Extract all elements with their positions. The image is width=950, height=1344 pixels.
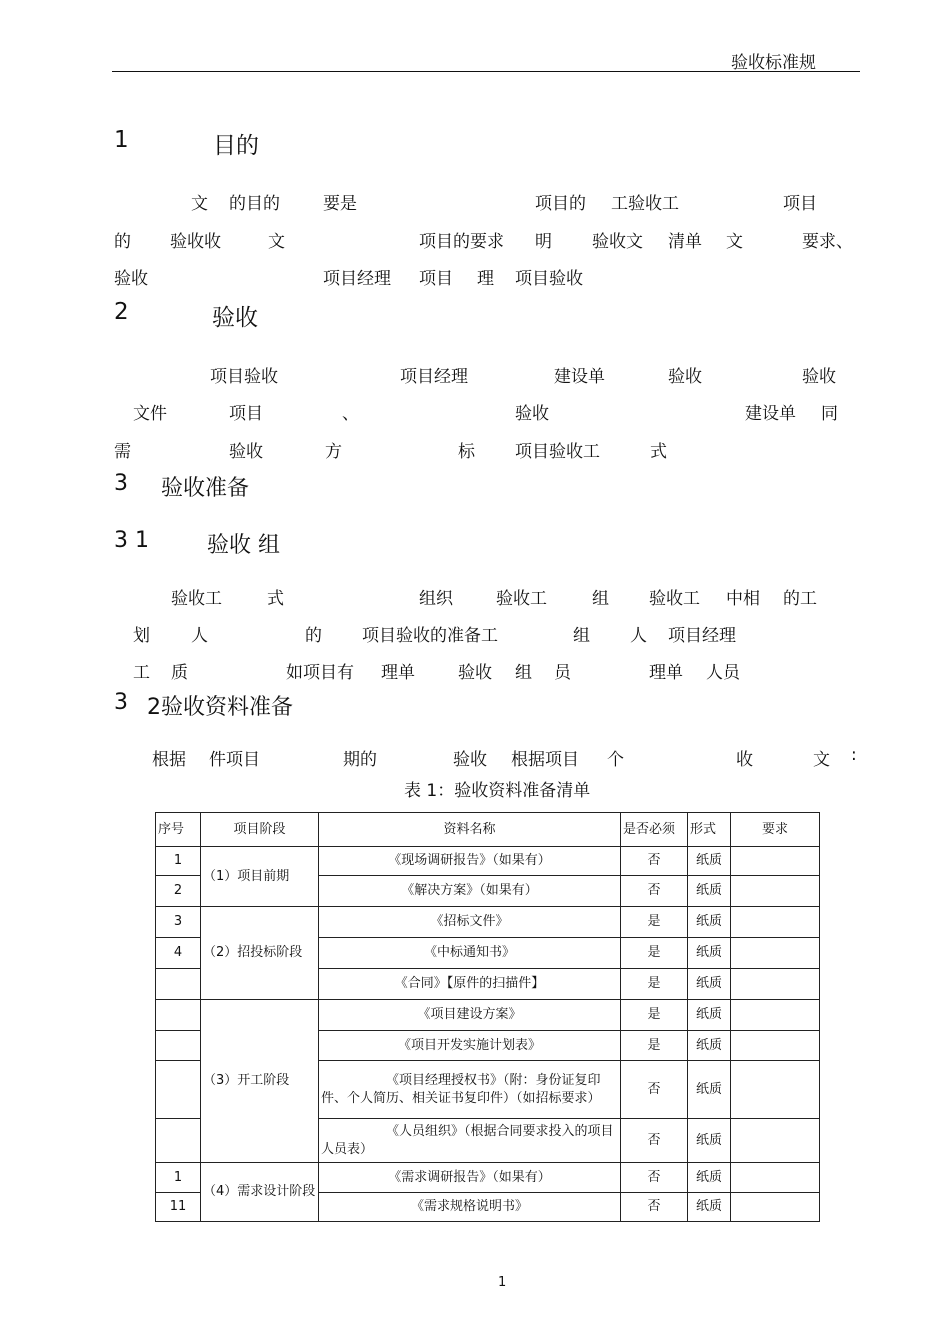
- requirement-cell: [731, 907, 820, 938]
- text-fragment: 标: [458, 442, 475, 462]
- text-fragment: 划: [133, 626, 150, 646]
- text-fragment: 要是: [323, 194, 357, 214]
- text-fragment: 需: [114, 442, 131, 462]
- text-fragment: 、: [342, 404, 359, 424]
- material-name: 《项目建设方案》: [319, 1000, 621, 1031]
- text-fragment: 验收工: [496, 589, 547, 609]
- row-number: [156, 1000, 201, 1031]
- table-row: [156, 907, 820, 938]
- requirement-cell: [731, 1193, 820, 1222]
- material-name: 《项目经理授权书》（附：身份证复印件、个人简历、相关证书复印件）（如招标要求）: [319, 1061, 621, 1119]
- text-fragment: 理: [477, 269, 494, 289]
- section-3-1-number: 3 1: [114, 528, 149, 553]
- text-fragment: 个: [607, 750, 624, 770]
- text-fragment: 验收: [453, 750, 487, 770]
- text-fragment: 验收: [515, 404, 549, 424]
- stage-cell: （3）开工阶段: [201, 1000, 319, 1163]
- header-cell: 形式: [688, 813, 731, 847]
- text-fragment: 组: [592, 589, 609, 609]
- row-number: 3: [156, 907, 201, 938]
- table-caption: 表 1：验收资料准备清单: [404, 781, 591, 801]
- required-flag: 是: [621, 1031, 688, 1061]
- text-fragment: 验收: [458, 663, 492, 683]
- material-name: 《需求规格说明书》: [319, 1193, 621, 1222]
- text-fragment: 同: [821, 404, 838, 424]
- required-flag: 否: [621, 1119, 688, 1163]
- format-cell: 纸质: [688, 876, 731, 907]
- text-fragment: 人: [630, 626, 647, 646]
- requirement-cell: [731, 1000, 820, 1031]
- text-fragment: 组: [573, 626, 590, 646]
- text-fragment: 项目验收: [210, 367, 278, 387]
- required-flag: 是: [621, 969, 688, 1000]
- text-fragment: 收: [736, 750, 753, 770]
- row-number: [156, 1119, 201, 1163]
- text-fragment: 工验收工: [611, 194, 679, 214]
- table-header-row: [156, 813, 820, 847]
- required-flag: 否: [621, 1163, 688, 1193]
- section-3-2-title: 2验收资料准备: [147, 695, 293, 720]
- section-3-1-title: 验收 组: [207, 533, 280, 558]
- header-cell: 资料名称: [319, 813, 621, 847]
- section-3-number: 3: [114, 471, 128, 496]
- required-flag: 是: [621, 907, 688, 938]
- stage-cell: （1）项目前期: [201, 847, 319, 907]
- row-number: [156, 1061, 201, 1119]
- text-fragment: 验收: [668, 367, 702, 387]
- text-fragment: :: [851, 745, 857, 765]
- running-header: 验收标准规: [731, 53, 816, 73]
- header-cell: 要求: [731, 813, 820, 847]
- material-name: 《现场调研报告》（如果有）: [319, 847, 621, 876]
- text-fragment: 根据项目: [511, 750, 579, 770]
- text-fragment: 项目: [229, 404, 263, 424]
- requirement-cell: [731, 1163, 820, 1193]
- material-name: 《人员组织》（根据合同要求投入的项目人员表）: [319, 1119, 621, 1163]
- section-2-number: 2: [114, 299, 129, 325]
- text-fragment: 根据: [152, 750, 186, 770]
- stage-cell: （4）需求设计阶段: [201, 1163, 319, 1222]
- section-3-title: 验收准备: [161, 476, 250, 501]
- material-name: 《合同》【原件的扫描件】: [319, 969, 621, 1000]
- text-fragment: 的: [305, 626, 322, 646]
- requirement-cell: [731, 847, 820, 876]
- text-fragment: 项目经理: [323, 269, 391, 289]
- text-fragment: 建设单: [554, 367, 605, 387]
- text-fragment: 项目验收的准备工: [362, 626, 498, 646]
- table-row: [156, 1000, 820, 1031]
- material-name: 《解决方案》（如果有）: [319, 876, 621, 907]
- text-fragment: 式: [650, 442, 667, 462]
- text-fragment: 的工: [783, 589, 817, 609]
- requirement-cell: [731, 1119, 820, 1163]
- format-cell: 纸质: [688, 1119, 731, 1163]
- requirement-cell: [731, 1061, 820, 1119]
- stage-cell: （2）招投标阶段: [201, 907, 319, 1000]
- text-fragment: 建设单: [745, 404, 796, 424]
- required-flag: 否: [621, 876, 688, 907]
- material-name: 《中标通知书》: [319, 938, 621, 969]
- format-cell: 纸质: [688, 847, 731, 876]
- text-fragment: 方: [325, 442, 342, 462]
- row-number: 1: [156, 1163, 201, 1193]
- requirement-cell: [731, 938, 820, 969]
- row-number: 11: [156, 1193, 201, 1222]
- text-fragment: 质: [171, 663, 188, 683]
- text-fragment: 项目: [783, 194, 817, 214]
- text-fragment: 如项目有: [286, 663, 354, 683]
- text-fragment: 验收文: [592, 232, 643, 252]
- material-name: 《招标文件》: [319, 907, 621, 938]
- text-fragment: 验收收: [170, 232, 221, 252]
- format-cell: 纸质: [688, 1000, 731, 1031]
- required-flag: 是: [621, 1000, 688, 1031]
- text-fragment: 项目经理: [668, 626, 736, 646]
- text-fragment: 文: [191, 194, 208, 214]
- text-fragment: 清单: [668, 232, 702, 252]
- material-name: 《项目开发实施计划表》: [319, 1031, 621, 1061]
- section-1-title: 目的: [213, 133, 259, 159]
- text-fragment: 验收: [114, 269, 148, 289]
- required-flag: 否: [621, 1061, 688, 1119]
- required-flag: 否: [621, 847, 688, 876]
- table-row: [156, 1163, 820, 1193]
- text-fragment: 项目验收工: [515, 442, 600, 462]
- format-cell: 纸质: [688, 969, 731, 1000]
- row-number: 2: [156, 876, 201, 907]
- materials-checklist-table: [155, 812, 820, 1222]
- text-fragment: 人员: [706, 663, 740, 683]
- text-fragment: 文: [268, 232, 285, 252]
- text-fragment: 式: [267, 589, 284, 609]
- requirement-cell: [731, 1031, 820, 1061]
- table-row: [156, 847, 820, 876]
- text-fragment: 人: [191, 626, 208, 646]
- text-fragment: 文: [726, 232, 743, 252]
- text-fragment: 验收工: [171, 589, 222, 609]
- text-fragment: 理单: [649, 663, 683, 683]
- page-number: 1: [498, 1275, 507, 1290]
- row-number: [156, 1031, 201, 1061]
- header-rule: [112, 71, 860, 72]
- text-fragment: 要求、: [802, 232, 853, 252]
- text-fragment: 中相: [726, 589, 760, 609]
- format-cell: 纸质: [688, 1163, 731, 1193]
- format-cell: 纸质: [688, 1061, 731, 1119]
- text-fragment: 项目的要求: [419, 232, 504, 252]
- required-flag: 是: [621, 938, 688, 969]
- format-cell: 纸质: [688, 1193, 731, 1222]
- section-1-number: 1: [114, 127, 129, 153]
- header-cell: 是否必须: [621, 813, 688, 847]
- text-fragment: 组: [515, 663, 532, 683]
- text-fragment: 项目验收: [515, 269, 583, 289]
- row-number: [156, 969, 201, 1000]
- requirement-cell: [731, 969, 820, 1000]
- text-fragment: 验收: [802, 367, 836, 387]
- text-fragment: 文: [813, 750, 830, 770]
- text-fragment: 的: [114, 232, 131, 252]
- header-cell: 序号: [156, 813, 201, 847]
- text-fragment: 期的: [343, 750, 377, 770]
- row-number: 4: [156, 938, 201, 969]
- text-fragment: 项目经理: [400, 367, 468, 387]
- text-fragment: 件项目: [209, 750, 260, 770]
- text-fragment: 理单: [381, 663, 415, 683]
- format-cell: 纸质: [688, 907, 731, 938]
- text-fragment: 文件: [133, 404, 167, 424]
- text-fragment: 项目: [419, 269, 453, 289]
- text-fragment: 组织: [419, 589, 453, 609]
- format-cell: 纸质: [688, 938, 731, 969]
- text-fragment: 明: [535, 232, 552, 252]
- row-number: 1: [156, 847, 201, 876]
- material-name: 《需求调研报告》（如果有）: [319, 1163, 621, 1193]
- format-cell: 纸质: [688, 1031, 731, 1061]
- required-flag: 否: [621, 1193, 688, 1222]
- text-fragment: 验收: [229, 442, 263, 462]
- text-fragment: 工: [133, 663, 150, 683]
- text-fragment: 验收工: [649, 589, 700, 609]
- requirement-cell: [731, 876, 820, 907]
- text-fragment: 的目的: [229, 194, 280, 214]
- section-2-title: 验收: [212, 305, 258, 331]
- text-fragment: 项目的: [535, 194, 586, 214]
- text-fragment: 员: [554, 663, 571, 683]
- section-3-2-number: 3: [114, 690, 128, 715]
- header-cell: 项目阶段: [201, 813, 319, 847]
